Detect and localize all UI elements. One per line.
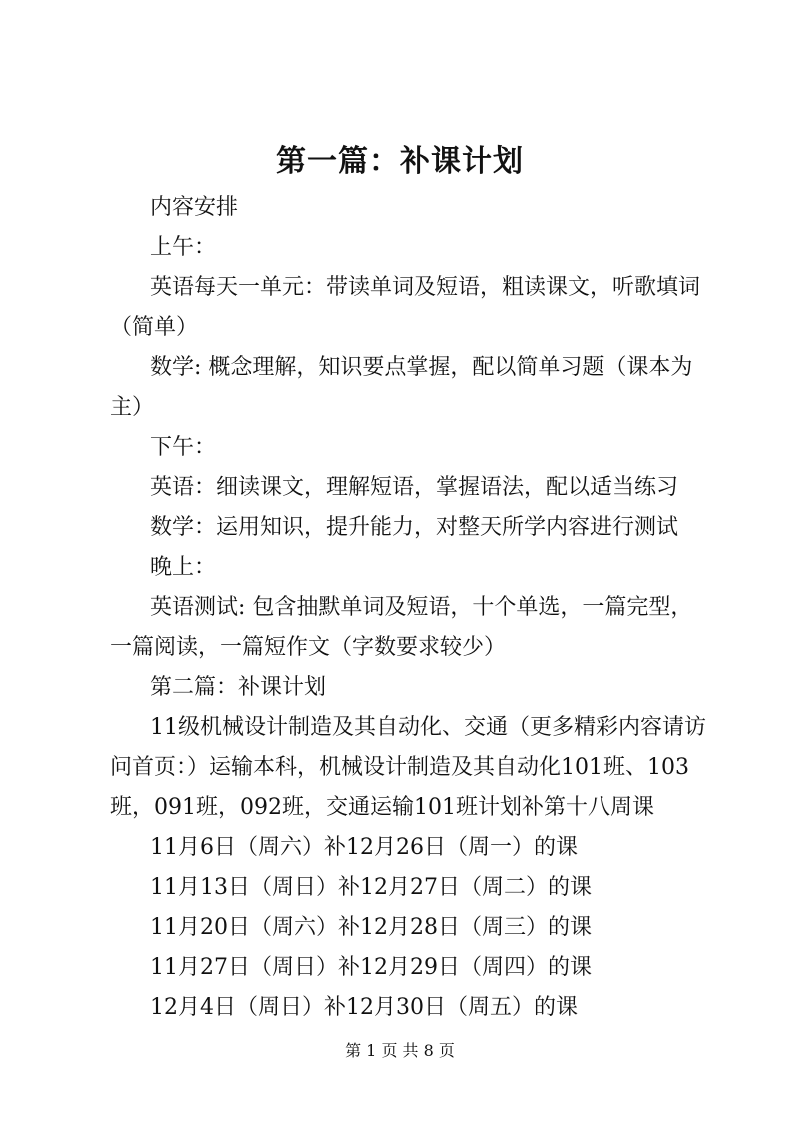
paragraph-afternoon: 下午： (150, 435, 217, 460)
document-body (110, 188, 710, 1028)
paragraph-content-arrangement: 内容安排 (150, 195, 239, 220)
paragraph-class-plan: 11级机械设计制造及其自动化、交通（更多精彩内容请访问首页：）运输本科，机械设计制造及其自动化101班、103班，091班，092班，交通运输101班计划补第十八周课 (110, 715, 706, 820)
document-title: 第一篇：补课计划 (276, 144, 524, 179)
paragraph-morning: 上午： (150, 235, 217, 260)
paragraph-afternoon-english: 英语：细读课文，理解短语，掌握语法，配以适当练习 (150, 475, 679, 500)
paragraph-schedule-4: 11月27日（周日）补12月29日（周四）的课 (150, 955, 592, 980)
paragraph-evening-english-test: 英语测试: 包含抽默单词及短语，十个单选，一篇完型，一篇阅读，一篇短作文（字数要求较少） (110, 595, 693, 660)
paragraph-afternoon-math: 数学：运用知识，提升能力，对整天所学内容进行测试 (150, 515, 679, 540)
paragraph-schedule-3: 11月20日（周六）补12月28日（周三）的课 (150, 915, 592, 940)
paragraph-schedule-5: 12月4日（周日）补12月30日（周五）的课 (150, 995, 578, 1020)
paragraph-schedule-2: 11月13日（周日）补12月27日（周二）的课 (150, 875, 592, 900)
page-footer: 第 1 页 共 8 页 (345, 1041, 455, 1060)
paragraph-morning-english: 英语每天一单元：带读单词及短语，粗读课文，听歌填词（简单） (110, 275, 701, 340)
paragraph-evening: 晚上： (150, 555, 217, 580)
paragraph-schedule-1: 11月6日（周六）补12月26日（周一）的课 (150, 835, 578, 860)
paragraph-second-title: 第二篇：补课计划 (150, 675, 327, 700)
paragraph-morning-math: 数学: 概念理解，知识要点掌握，配以简单习题（课本为主） (110, 355, 693, 420)
